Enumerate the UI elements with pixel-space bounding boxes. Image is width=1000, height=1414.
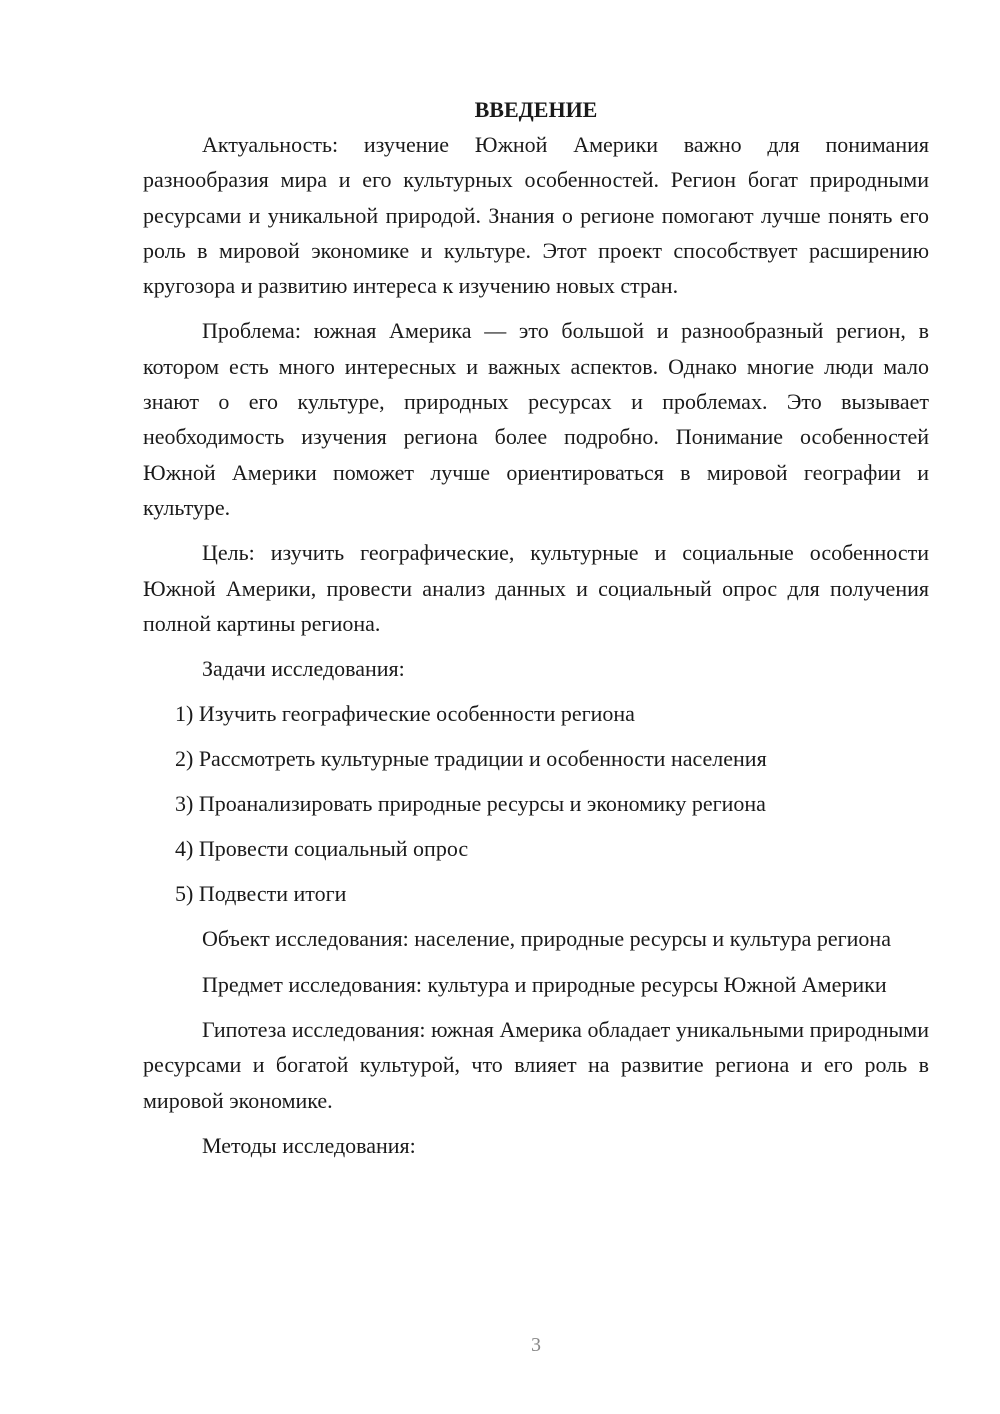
tasks-list	[143, 696, 929, 911]
list-item: 3) Проанализировать природные ресурсы и экономику региона	[175, 791, 766, 817]
document-page	[143, 92, 929, 1163]
paragraph-relevance: Актуальность: изучение Южной Америки важно для понимания разнообразия мира и его культурных особенностей. Регион богат природными ресурсами и уникальной природой. Знания о регионе помогают лучше понять его роль в мировой экономике и культуре. Этот проект способствует расширению кругозора и развитию интереса к изучению новых стран.	[143, 132, 929, 299]
list-item: 2) Рассмотреть культурные традиции и особенности населения	[175, 746, 767, 772]
list-item: 5) Подвести итоги	[175, 881, 347, 907]
paragraph-methods: Методы исследования:	[202, 1132, 416, 1158]
section-title: ВВЕДЕНИЕ	[474, 97, 598, 122]
paragraph-goal: Цель: изучить географические, культурные и социальные особенности Южной Америки, провести анализ данных и социальный опрос для получения полной картины региона.	[143, 540, 929, 636]
paragraph-hypothesis: Гипотеза исследования: южная Америка обладает уникальными природными ресурсами и богатой культурой, что влияет на развитие региона и его роль в мировой экономике.	[143, 1017, 929, 1113]
paragraph-tasks-intro: Задачи исследования:	[202, 656, 405, 682]
list-item: 1) Изучить географические особенности региона	[175, 701, 635, 727]
page-number: 3	[531, 1334, 541, 1356]
list-item: 4) Провести социальный опрос	[175, 836, 469, 862]
paragraph-subject: Предмет исследования: культура и природные ресурсы Южной Америки	[202, 971, 887, 997]
paragraph-problem: Проблема: южная Америка — это большой и разнообразный регион, в котором есть много интересных и важных аспектов. Однако многие люди мало знают о его культуре, природных ресурсах и проблемах. Это вызывает необходимость изучения региона более подробно. Понимание особенностей Южной Америки поможет лучше ориентироваться в мировой географии и культуре.	[143, 318, 929, 520]
paragraph-object: Объект исследования: население, природные ресурсы и культура региона	[202, 926, 891, 952]
